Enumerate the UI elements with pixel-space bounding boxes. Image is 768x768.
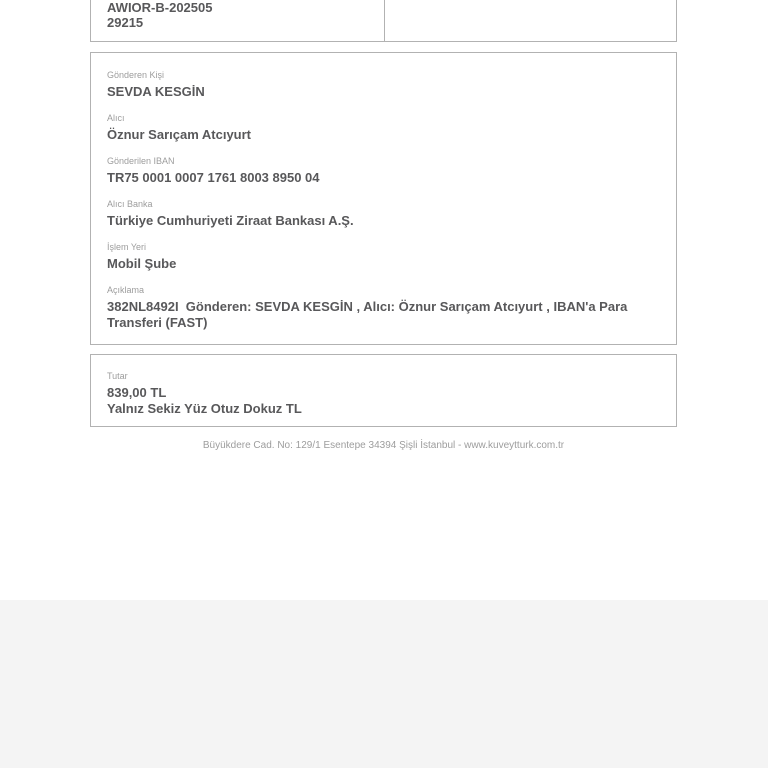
footer-address: Büyükdere Cad. No: 129/1 Esentepe 34394 Şişli İstanbul - www.kuveytturk.com.tr: [202, 440, 565, 451]
field-amount-value: 839,00 TL: [107, 385, 167, 400]
field-iban: [107, 156, 660, 186]
document-number-line-2: 29215: [107, 15, 144, 30]
field-sender-value: SEVDA KESGİN: [107, 84, 205, 99]
field-sender-label: Gönderen Kişi: [107, 70, 165, 80]
field-description-value: 382NL8492I Gönderen: SEVDA KESGİN , Alıcı: Öznur Sarıçam Atcıyurt , IBAN'a Para Transferi (FAST): [107, 299, 631, 330]
field-sender: [107, 70, 660, 100]
header-empty-cell: [385, 0, 676, 41]
field-amount: [107, 371, 660, 417]
field-transaction-place-value: Mobil Şube: [107, 256, 177, 271]
field-iban-value: TR75 0001 0007 1761 8003 8950 04: [107, 170, 320, 185]
field-recipient-value: Öznur Sarıçam Atcıyurt: [107, 127, 252, 142]
field-amount-label: Tutar: [107, 371, 128, 381]
field-amount-in-words: Yalnız Sekiz Yüz Otuz Dokuz TL: [107, 401, 302, 416]
field-transaction-place-label: İşlem Yeri: [107, 242, 147, 252]
amount-box: [90, 354, 677, 427]
field-recipient-bank-value: Türkiye Cumhuriyeti Ziraat Bankası A.Ş.: [107, 213, 354, 228]
field-recipient-bank-label: Alıcı Banka: [107, 199, 153, 209]
field-iban-label: Gönderilen IBAN: [107, 156, 175, 166]
viewer-background-band: [0, 600, 768, 768]
field-recipient-bank: [107, 199, 660, 229]
field-description-label: Açıklama: [107, 285, 145, 295]
document-number-cell: [91, 0, 385, 41]
header-row: [90, 0, 677, 42]
field-recipient-label: Alıcı: [107, 113, 125, 123]
field-description: [107, 285, 660, 331]
field-recipient: [107, 113, 660, 143]
transfer-details-box: [90, 52, 677, 345]
field-transaction-place: [107, 242, 660, 272]
document-number-line-1: AWIOR-B-202505: [107, 0, 213, 15]
